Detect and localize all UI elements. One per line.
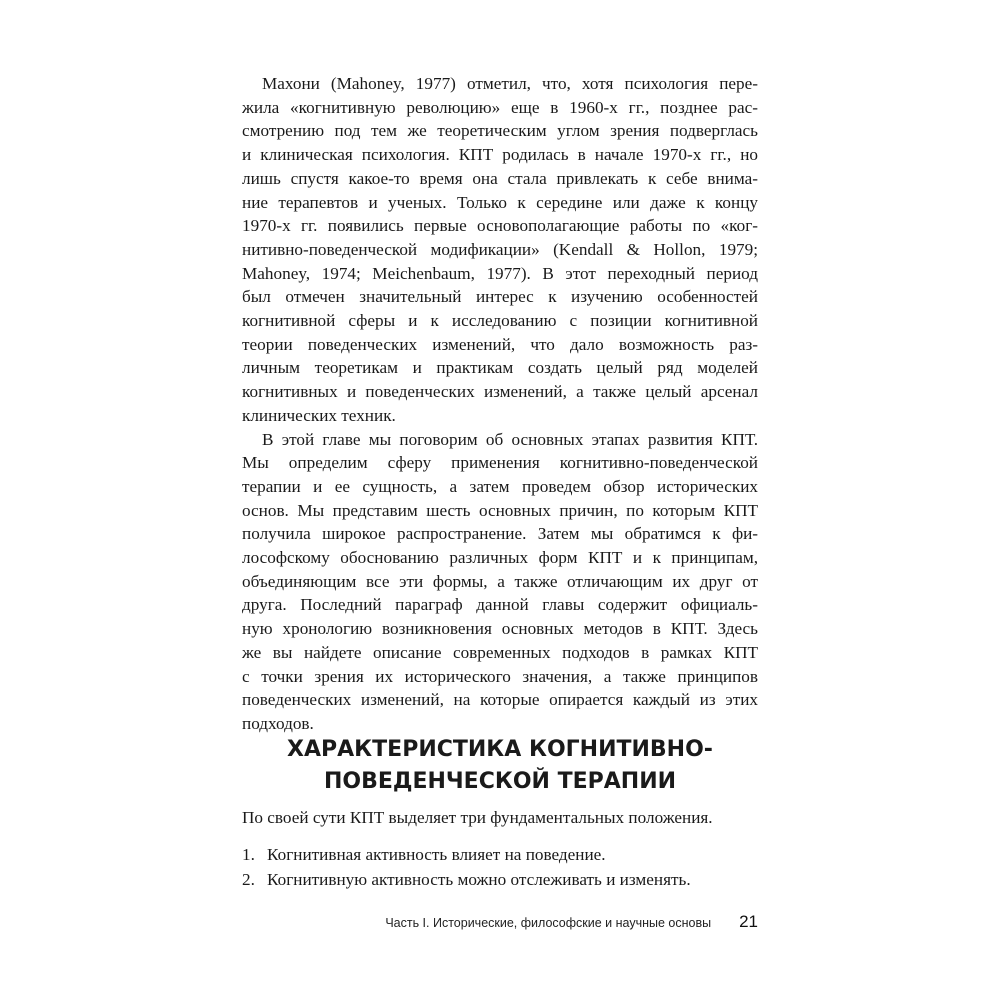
text-line: жила «когнитивную революцию» еще в 1960-х гг., позднее рас- xyxy=(242,97,758,117)
text-line: основ. Мы представим шесть основных причин, по которым КПТ xyxy=(242,500,758,520)
running-head: Часть I. Исторические, философские и научные основы xyxy=(385,916,712,930)
text-line: получила широкое распространение. Затем мы обратимся к фи- xyxy=(242,524,758,544)
section-heading xyxy=(242,734,758,798)
text-line: ную хронологию возникновения основных методов в КПТ. Здесь xyxy=(242,619,758,639)
text-line: подходов. xyxy=(242,713,314,733)
section-intro: По своей сути КПТ выделяет три фундаментальных положения. xyxy=(242,808,713,827)
page-footer xyxy=(242,912,758,932)
text-line: ние терапевтов и ученых. Только к середине или даже к концу xyxy=(242,192,758,212)
text-line: лософскому обоснованию различных форм КПТ и к принципам, xyxy=(242,548,758,568)
section-heading-line: ХАРАКТЕРИСТИКА КОГНИТИВНО- xyxy=(287,737,713,762)
list-item-text: Когнитивную активность можно отслеживать и изменять. xyxy=(267,869,691,889)
list-item-text: Когнитивная активность влияет на поведение. xyxy=(267,845,606,864)
paragraph-mahoney xyxy=(242,72,758,428)
page-number: 21 xyxy=(739,912,758,931)
list-item-number: 1. xyxy=(242,845,255,864)
text-line: теории поведенческих изменений, что дало возможность раз- xyxy=(242,334,758,354)
text-line: когнитивных и поведенческих изменений, а также целый арсенал xyxy=(242,382,758,402)
text-line: же вы найдете описание современных подходов в рамках КПТ xyxy=(242,642,758,662)
text-line: терапии и ее сущность, а затем проведем обзор исторических xyxy=(242,476,758,496)
numbered-list xyxy=(242,843,758,892)
text-line: Мы определим сферу применения когнитивно-поведенческой xyxy=(242,453,758,473)
text-line: был отмечен значительный интерес к изучению особенностей xyxy=(242,287,758,307)
paragraph-chapter-overview xyxy=(242,428,758,736)
text-line: лишь спустя какое-то время она стала привлекать к себе внима- xyxy=(242,168,758,188)
text-line: смотрению под тем же теоретическим углом зрения подверглась xyxy=(242,121,758,141)
text-line: когнитивной сферы и к исследованию с позиции когнитивной xyxy=(242,311,758,331)
list-item-number: 2. xyxy=(242,869,255,889)
text-line: и клиническая психология. КПТ родилась в начале 1970-х гг., но xyxy=(242,145,758,165)
text-line: с точки зрения их исторического значения, а также принципов xyxy=(242,666,758,686)
body-text xyxy=(242,72,758,736)
text-line: нитивно-поведенческой модификации» (Kendall & Hollon, 1979; xyxy=(242,239,758,259)
text-line: объединяющим все эти формы, а также отличающим их друг от xyxy=(242,571,758,591)
text-line: поведенческих изменений, на которые опирается каждый из этих xyxy=(242,690,758,710)
text-line: 1970-х гг. появились первые основополагающие работы по «ког- xyxy=(242,216,758,236)
section-heading-line: ПОВЕДЕНЧЕСКОЙ ТЕРАПИИ xyxy=(323,769,677,794)
text-line: друга. Последний параграф данной главы содержит официаль- xyxy=(242,595,758,615)
text-line: Махони (Mahoney, 1977) отметил, что, хотя психология пере- xyxy=(262,74,758,93)
text-line: клинических техник. xyxy=(242,405,396,425)
list-item xyxy=(242,868,758,893)
text-line: Mahoney, 1974; Meichenbaum, 1977). В этот переходный период xyxy=(242,263,758,283)
text-line: В этой главе мы поговорим об основных этапах развития КПТ. xyxy=(262,429,758,449)
list-item xyxy=(242,843,758,868)
text-line: личным теоретикам и практикам создать целый ряд моделей xyxy=(242,358,758,378)
